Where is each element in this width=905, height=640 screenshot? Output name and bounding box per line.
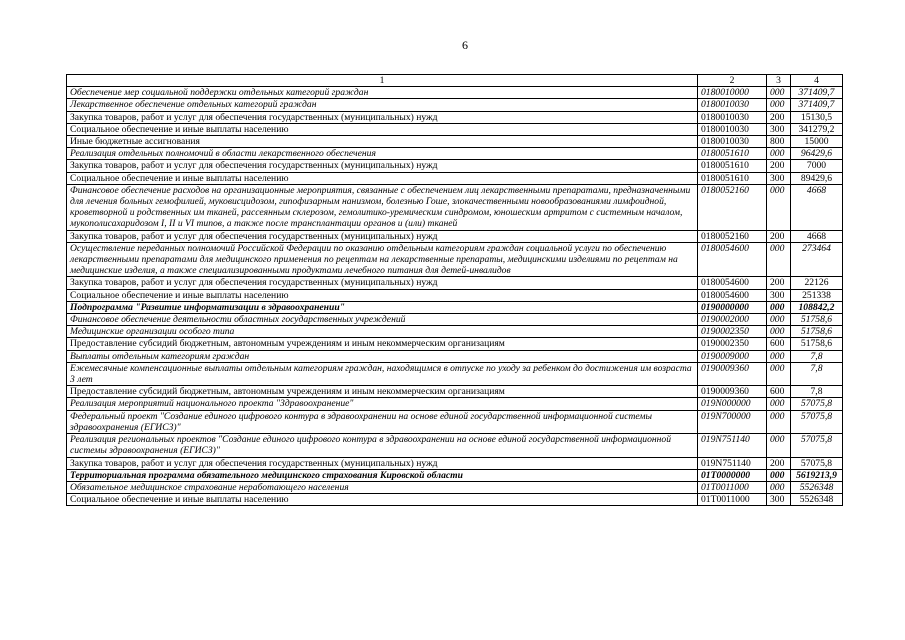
row-sum-cell: 341279,2 <box>791 123 843 135</box>
row-sum-cell: 57075,8 <box>791 457 843 469</box>
table-row <box>67 148 843 160</box>
row-name-cell: Федеральный проект "Создание единого цифрового контура в здравоохранении на основе единой государственной информационной системы здравоохранения (ЕГИСЗ)" <box>67 410 698 433</box>
table-row <box>67 160 843 172</box>
row-sum-cell: 5526348 <box>791 494 843 506</box>
row-name-cell: Социальное обеспечение и иные выплаты населению <box>67 289 698 301</box>
page-number: 6 <box>462 38 468 52</box>
table-row <box>67 481 843 493</box>
row-name-cell: Реализация региональных проектов "Создание единого цифрового контура в здравоохранении на основе единой государственной информационной системы здравоохранения (ЕГИСЗ)" <box>67 434 698 457</box>
row-type-cell: 600 <box>767 386 791 398</box>
row-sum-cell: 371409,7 <box>791 99 843 111</box>
row-name-cell: Закупка товаров, работ и услуг для обеспечения государственных (муниципальных) нужд <box>67 111 698 123</box>
table-row <box>67 469 843 481</box>
row-name-cell: Закупка товаров, работ и услуг для обеспечения государственных (муниципальных) нужд <box>67 160 698 172</box>
row-type-cell: 800 <box>767 136 791 148</box>
table-row <box>67 386 843 398</box>
row-name-cell: Финансовое обеспечение расходов на организационные мероприятия, связанные с обеспечением лиц лекарственными препаратами, предназначенными для лечения больных гемофилией, муковисцидозом, гипофизарным нанизмом, болезнью Гоше, злокачественными новообразованиями лимфоидной, кроветворной и родственных им тканей, рассеянным склерозом, гемолитико-уремическим синдромом, юношеским артритом с системным началом, мукополисахаридозом I, II и VI типов, а также после трансплантации органов и (или) тканей <box>67 184 698 230</box>
row-sum-cell: 4668 <box>791 230 843 242</box>
row-sum-cell: 4668 <box>791 184 843 230</box>
row-code-cell: 019N751140 <box>698 434 767 457</box>
row-sum-cell: 51758,6 <box>791 326 843 338</box>
row-sum-cell: 108842,2 <box>791 301 843 313</box>
row-code-cell: 0180054600 <box>698 242 767 277</box>
row-sum-cell: 51758,6 <box>791 314 843 326</box>
row-code-cell: 0190009000 <box>698 350 767 362</box>
row-name-cell: Социальное обеспечение и иные выплаты населению <box>67 123 698 135</box>
row-name-cell: Предоставление субсидий бюджетным, автономным учреждениям и иным некоммерческим организациям <box>67 338 698 350</box>
header-col-4: 4 <box>791 75 843 87</box>
row-sum-cell: 57075,8 <box>791 398 843 410</box>
row-code-cell: 01Т0011000 <box>698 481 767 493</box>
row-type-cell: 000 <box>767 301 791 313</box>
row-type-cell: 200 <box>767 457 791 469</box>
row-code-cell: 0180010030 <box>698 136 767 148</box>
row-code-cell: 0180051610 <box>698 160 767 172</box>
row-code-cell: 0190002350 <box>698 338 767 350</box>
row-code-cell: 01Т0011000 <box>698 494 767 506</box>
row-type-cell: 300 <box>767 494 791 506</box>
row-type-cell: 000 <box>767 87 791 99</box>
row-name-cell: Закупка товаров, работ и услуг для обеспечения государственных (муниципальных) нужд <box>67 277 698 289</box>
row-type-cell: 200 <box>767 277 791 289</box>
row-type-cell: 000 <box>767 410 791 433</box>
row-sum-cell: 51758,6 <box>791 338 843 350</box>
table-row <box>67 123 843 135</box>
table-row <box>67 338 843 350</box>
row-code-cell: 01Т0000000 <box>698 469 767 481</box>
row-sum-cell: 7,8 <box>791 386 843 398</box>
row-type-cell: 000 <box>767 242 791 277</box>
table-row <box>67 362 843 385</box>
row-code-cell: 019N000000 <box>698 398 767 410</box>
table-row <box>67 172 843 184</box>
table-row <box>67 289 843 301</box>
table-row <box>67 136 843 148</box>
row-name-cell: Выплаты отдельным категориям граждан <box>67 350 698 362</box>
row-sum-cell: 273464 <box>791 242 843 277</box>
row-name-cell: Иные бюджетные ассигнования <box>67 136 698 148</box>
row-sum-cell: 15000 <box>791 136 843 148</box>
row-code-cell: 0190000000 <box>698 301 767 313</box>
row-sum-cell: 371409,7 <box>791 87 843 99</box>
row-type-cell: 000 <box>767 184 791 230</box>
row-code-cell: 0180010030 <box>698 123 767 135</box>
header-col-3: 3 <box>767 75 791 87</box>
row-name-cell: Социальное обеспечение и иные выплаты населению <box>67 172 698 184</box>
row-type-cell: 300 <box>767 172 791 184</box>
row-name-cell: Подпрограмма "Развитие информатизации в здравоохранении" <box>67 301 698 313</box>
row-type-cell: 000 <box>767 481 791 493</box>
row-sum-cell: 22126 <box>791 277 843 289</box>
header-col-2: 2 <box>698 75 767 87</box>
row-sum-cell: 251338 <box>791 289 843 301</box>
table-header-row <box>67 75 843 87</box>
row-name-cell: Предоставление субсидий бюджетным, автономным учреждениям и иным некоммерческим организациям <box>67 386 698 398</box>
row-name-cell: Ежемесячные компенсационные выплаты отдельным категориям граждан, находящимся в отпуске по уходу за ребенком до достижения им возраста 3 лет <box>67 362 698 385</box>
row-code-cell: 0190002000 <box>698 314 767 326</box>
row-sum-cell: 7,8 <box>791 362 843 385</box>
row-type-cell: 300 <box>767 289 791 301</box>
row-type-cell: 200 <box>767 230 791 242</box>
row-name-cell: Осуществление переданных полномочий Российской Федерации по оказанию отдельным категориям граждан социальной услуги по обеспечению лекарственными препаратами для медицинского применения по рецептам на лекарственные препараты, медицинскими изделиями по рецептам на медицинские изделия, а также специализированными продуктами лечебного питания для детей-инвалидов <box>67 242 698 277</box>
row-sum-cell: 7000 <box>791 160 843 172</box>
row-code-cell: 0180010000 <box>698 87 767 99</box>
row-code-cell: 019N700000 <box>698 410 767 433</box>
row-type-cell: 000 <box>767 326 791 338</box>
table-row <box>67 314 843 326</box>
row-type-cell: 000 <box>767 398 791 410</box>
row-code-cell: 0190009360 <box>698 386 767 398</box>
row-sum-cell: 96429,6 <box>791 148 843 160</box>
row-sum-cell: 15130,5 <box>791 111 843 123</box>
row-name-cell: Закупка товаров, работ и услуг для обеспечения государственных (муниципальных) нужд <box>67 230 698 242</box>
row-name-cell: Реализация мероприятий национального проекта "Здравоохранение" <box>67 398 698 410</box>
row-name-cell: Обеспечение мер социальной поддержки отдельных категорий граждан <box>67 87 698 99</box>
table-row <box>67 494 843 506</box>
row-code-cell: 0180010030 <box>698 99 767 111</box>
row-name-cell: Лекарственное обеспечение отдельных категорий граждан <box>67 99 698 111</box>
table-row <box>67 326 843 338</box>
row-type-cell: 000 <box>767 148 791 160</box>
table-row <box>67 184 843 230</box>
table-row <box>67 230 843 242</box>
row-type-cell: 200 <box>767 111 791 123</box>
row-sum-cell: 89429,6 <box>791 172 843 184</box>
row-sum-cell: 57075,8 <box>791 434 843 457</box>
table-row <box>67 87 843 99</box>
table-row <box>67 410 843 433</box>
table-row <box>67 111 843 123</box>
row-code-cell: 0190009360 <box>698 362 767 385</box>
row-name-cell: Обязательное медицинское страхование неработающего населения <box>67 481 698 493</box>
row-type-cell: 000 <box>767 350 791 362</box>
table-row <box>67 301 843 313</box>
row-code-cell: 0180051610 <box>698 172 767 184</box>
budget-table <box>66 74 843 506</box>
row-code-cell: 019N751140 <box>698 457 767 469</box>
table-row <box>67 277 843 289</box>
row-code-cell: 0180052160 <box>698 230 767 242</box>
row-name-cell: Территориальная программа обязательного медицинского страхования Кировской области <box>67 469 698 481</box>
row-sum-cell: 5619213,9 <box>791 469 843 481</box>
row-name-cell: Социальное обеспечение и иные выплаты населению <box>67 494 698 506</box>
row-code-cell: 0190002350 <box>698 326 767 338</box>
row-type-cell: 300 <box>767 123 791 135</box>
table-row <box>67 398 843 410</box>
table-row <box>67 99 843 111</box>
row-type-cell: 000 <box>767 469 791 481</box>
row-type-cell: 200 <box>767 160 791 172</box>
table-row <box>67 457 843 469</box>
row-type-cell: 000 <box>767 314 791 326</box>
row-code-cell: 0180052160 <box>698 184 767 230</box>
table-row <box>67 242 843 277</box>
row-name-cell: Реализация отдельных полномочий в области лекарственного обеспечения <box>67 148 698 160</box>
table-row <box>67 350 843 362</box>
row-code-cell: 0180054600 <box>698 277 767 289</box>
row-code-cell: 0180054600 <box>698 289 767 301</box>
table-row <box>67 434 843 457</box>
row-name-cell: Финансовое обеспечение деятельности областных государственных учреждений <box>67 314 698 326</box>
row-name-cell: Закупка товаров, работ и услуг для обеспечения государственных (муниципальных) нужд <box>67 457 698 469</box>
row-sum-cell: 7,8 <box>791 350 843 362</box>
row-sum-cell: 5526348 <box>791 481 843 493</box>
row-type-cell: 600 <box>767 338 791 350</box>
row-sum-cell: 57075,8 <box>791 410 843 433</box>
row-type-cell: 000 <box>767 362 791 385</box>
row-name-cell: Медицинские организации особого типа <box>67 326 698 338</box>
row-type-cell: 000 <box>767 434 791 457</box>
row-code-cell: 0180051610 <box>698 148 767 160</box>
budget-table-body <box>67 75 843 506</box>
row-code-cell: 0180010030 <box>698 111 767 123</box>
row-type-cell: 000 <box>767 99 791 111</box>
header-col-1: 1 <box>67 75 698 87</box>
